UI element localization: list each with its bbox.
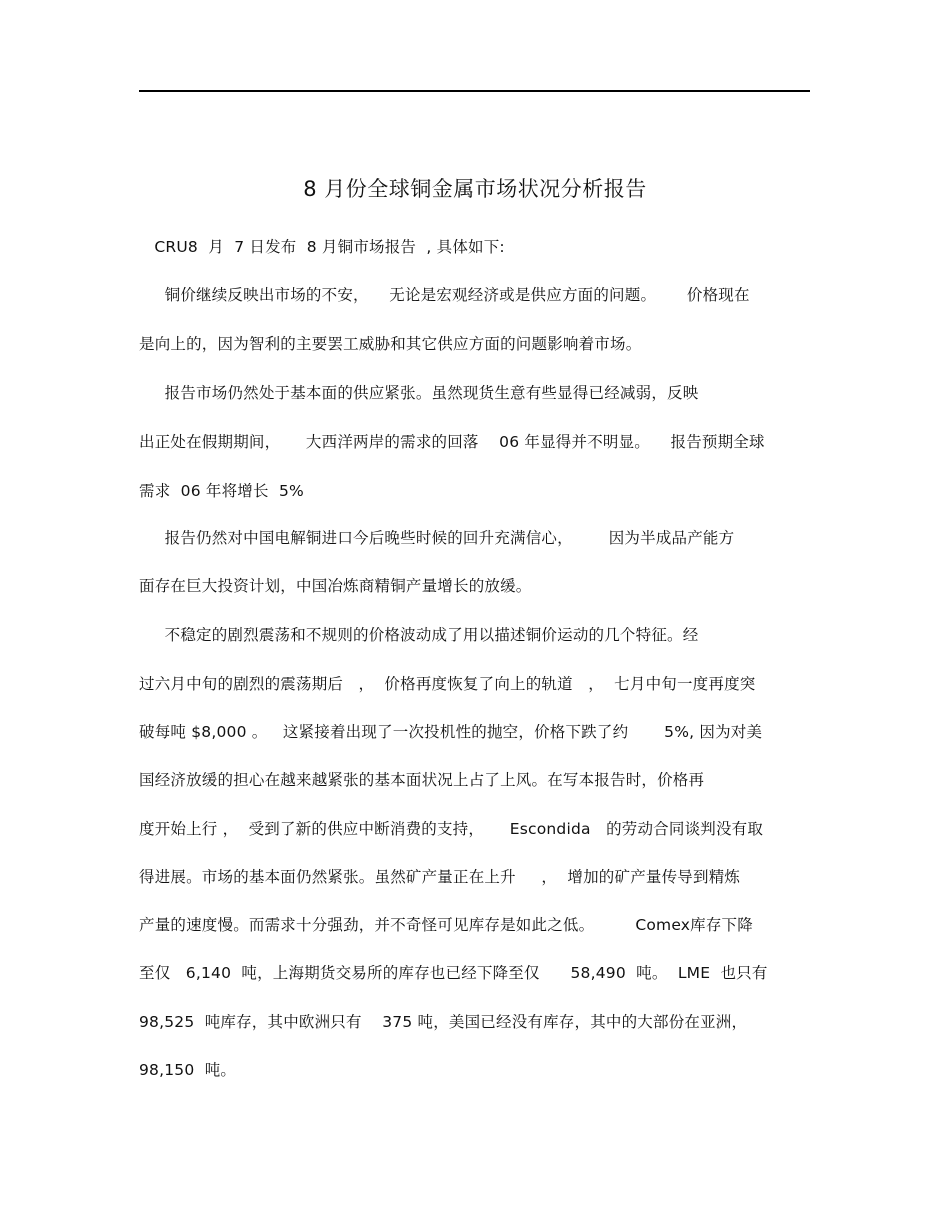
body-line: 破每吨 $8,000 。 这紧接着出现了一次投机性的抛空，价格下跌了约 5%, 因为对美 [139, 723, 763, 741]
body-line: CRU8 月 7 日发布 8 月铜市场报告 , 具体如下: [139, 238, 505, 256]
body-line: 报告市场仍然处于基本面的供应紧张。虽然现货生意有些显得已经减弱，反映 [139, 384, 699, 402]
body-line: 国经济放缓的担心在越来越紧张的基本面状况上占了上风。在写本报告时，价格再 [139, 771, 705, 789]
body-line: 面存在巨大投资计划，中国冶炼商精铜产量增长的放缓。 [139, 577, 532, 595]
body-line: 98,150 吨。 [139, 1061, 237, 1079]
body-line: 度开始上行 ， 受到了新的供应中断消费的支持， Escondida 的劳动合同谈判没有取 [139, 820, 764, 838]
body-line: 不稳定的剧烈震荡和不规则的价格波动成了用以描述铜价运动的几个特征。经 [139, 626, 699, 644]
body-line: 得进展。市场的基本面仍然紧张。虽然矿产量正在上升 ， 增加的矿产量传导到精炼 [139, 868, 741, 886]
body-line: 是向上的，因为智利的主要罢工威胁和其它供应方面的问题影响着市场。 [139, 335, 642, 353]
body-line: 报告仍然对中国电解铜进口今后晚些时候的回升充满信心， 因为半成品产能方 [139, 529, 735, 547]
body-line: 至仅 6,140 吨，上海期货交易所的库存也已经下降至仅 58,490 吨。 LME 也只有 [139, 964, 768, 982]
body-line: 需求 06 年将增长 5% [139, 482, 304, 500]
body-line: 出正处在假期期间， 大西洋两岸的需求的回落 06 年显得并不明显。 报告预期全球 [139, 433, 765, 451]
body-line: 过六月中旬的剧烈的震荡期后 ， 价格再度恢复了向上的轨道 ， 七月中旬一度再度突 [139, 675, 756, 693]
header-rule [139, 90, 810, 92]
body-line: 铜价继续反映出市场的不安， 无论是宏观经济或是供应方面的问题。 价格现在 [139, 286, 750, 304]
body-line: 98,525 吨库存，其中欧洲只有 375 吨，美国已经没有库存，其中的大部份在亚洲， [139, 1013, 748, 1031]
document-title: 8 月份全球铜金属市场状况分析报告 [303, 177, 647, 201]
body-line: 产量的速度慢。而需求十分强劲，并不奇怪可见库存是如此之低。 Comex库存下降 [139, 916, 753, 934]
